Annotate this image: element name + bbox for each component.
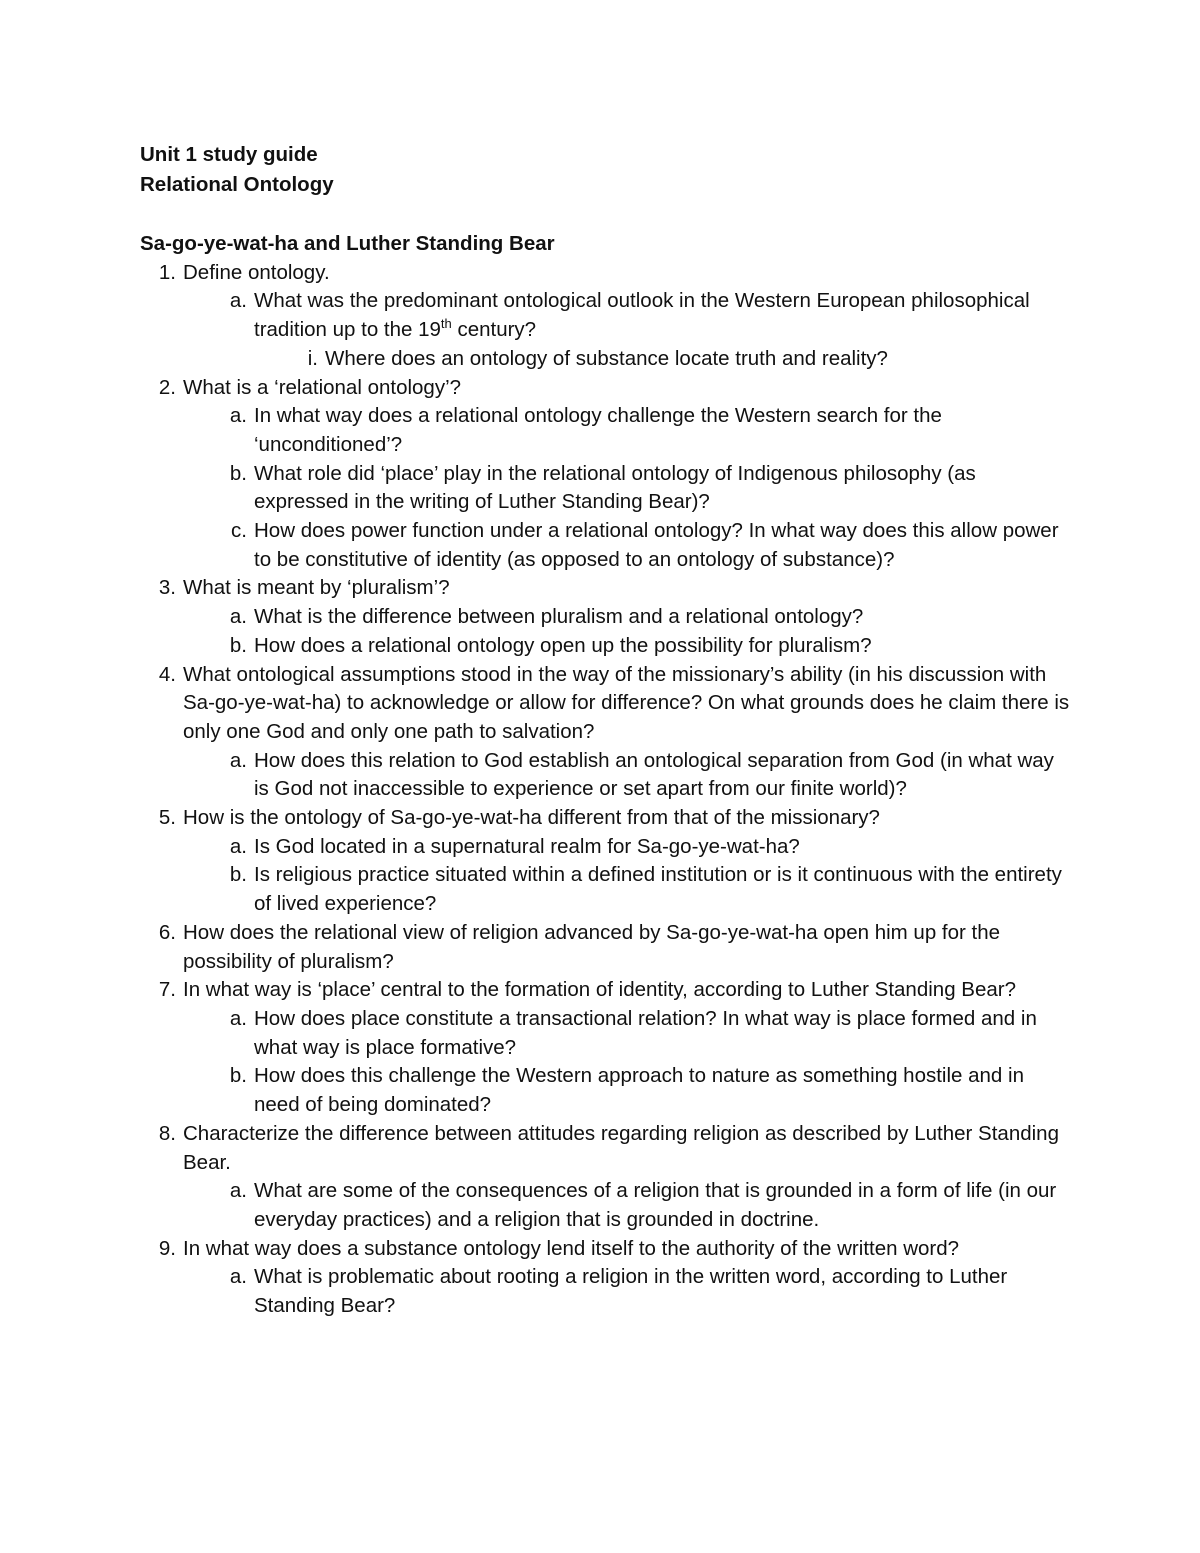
sub-question-item	[211, 603, 1070, 632]
sub-question-item	[211, 1005, 1070, 1062]
sub-question-item	[211, 833, 1070, 862]
question-number: 1.	[158, 260, 176, 284]
question-text: Characterize the difference between attitudes regarding religion as described by Luther Standing Bear.	[183, 1121, 1059, 1174]
sub-question-text: What is the difference between pluralism and a relational ontology?	[254, 605, 864, 629]
sub-question-text: How does a relational ontology open up the possibility for pluralism?	[254, 633, 872, 657]
question-number: 4.	[158, 662, 176, 686]
sub-question-text: In what way does a relational ontology challenge the Western search for the ‘unconditioned’?	[254, 404, 942, 456]
sub-question-text: What are some of the consequences of a religion that is grounded in a form of life (in our everyday practices) and a religion that is grounded in doctrine.	[254, 1179, 1057, 1231]
sub-question-letter: a.	[229, 748, 247, 772]
sub-question-item	[211, 1062, 1070, 1119]
sub-question-item	[211, 402, 1070, 459]
question-number: 9.	[158, 1236, 176, 1260]
sub-question-letter: a.	[229, 1006, 247, 1030]
sub-question-letter: a.	[229, 1179, 247, 1203]
question-item	[140, 1120, 1070, 1177]
question-number: 6.	[158, 920, 176, 944]
sub-question-item	[211, 460, 1070, 517]
question-item	[140, 1235, 1070, 1264]
question-text: In what way does a substance ontology lend itself to the authority of the written word?	[183, 1236, 960, 1260]
sub-question-letter: c.	[231, 519, 247, 543]
sub-question-text: What is problematic about rooting a religion in the written word, according to Luther Standing Bear?	[254, 1265, 1008, 1318]
document-subtitle: Relational Ontology	[140, 173, 334, 196]
sub-question-item	[211, 287, 1070, 344]
sub-question-text: What role did ‘place’ play in the relational ontology of Indigenous philosophy (as expressed in the writing of Luther Standing Bear)?	[254, 461, 976, 514]
sub-question-text-part: century?	[451, 318, 537, 342]
sub-question-text: How does this challenge the Western approach to nature as something hostile and in need of being dominated?	[254, 1064, 1024, 1117]
sub-question-text: Is God located in a supernatural realm for Sa-go-ye-wat-ha?	[254, 834, 800, 858]
question-number: 8.	[158, 1121, 176, 1145]
sub-question-text: How does power function under a relational ontology? In what way does this allow power to be constitutive of identity (as opposed to an ontology of substance)?	[254, 519, 1059, 571]
question-text: What is a ‘relational ontology’?	[183, 375, 462, 399]
question-list	[140, 259, 1070, 1321]
question-number: 2.	[158, 375, 176, 399]
section-heading: Sa-go-ye-wat-ha and Luther Standing Bear	[140, 232, 555, 255]
sub-question-letter: b.	[229, 633, 247, 657]
question-text: What is meant by ‘pluralism’?	[183, 576, 450, 600]
sub-question-letter: a.	[229, 404, 247, 428]
blank-line	[140, 200, 1070, 230]
sub-sub-question-numeral: i.	[307, 346, 318, 370]
sub-question-text: How does this relation to God establish an ontological separation from God (in what way is God not inaccessible to experience or set apart from our finite world)?	[254, 748, 1054, 801]
question-text: How is the ontology of Sa-go-ye-wat-ha different from that of the missionary?	[183, 806, 880, 830]
question-text: How does the relational view of religion advanced by Sa-go-ye-wat-ha open him up for the possibility of pluralism?	[183, 920, 1001, 973]
question-item	[140, 804, 1070, 833]
question-item	[140, 919, 1070, 976]
sub-sub-question-text: Where does an ontology of substance locate truth and reality?	[325, 346, 888, 370]
sub-question-letter: b.	[229, 1064, 247, 1088]
sub-question-item	[211, 1177, 1070, 1234]
sub-question-letter: a.	[229, 289, 247, 313]
sub-question-text-part: What was the predominant ontological outlook in the Western European philosophical tradition up to the 19	[254, 289, 1030, 342]
question-item	[140, 574, 1070, 603]
question-item	[140, 976, 1070, 1005]
sub-question-letter: b.	[229, 461, 247, 485]
document-title: Unit 1 study guide	[140, 143, 318, 166]
question-item	[140, 374, 1070, 403]
sub-question-text	[254, 287, 1070, 344]
sub-question-item	[211, 632, 1070, 661]
question-text: Define ontology.	[183, 260, 330, 284]
question-text: What ontological assumptions stood in the way of the missionary’s ability (in his discussion with Sa-go-ye-wat-ha) to acknowledge or allow for difference? On what grounds does he claim there is only one God and only one path to salvation?	[183, 662, 1070, 743]
question-item	[140, 259, 1070, 288]
sub-question-letter: a.	[229, 834, 247, 858]
superscript-ordinal: th	[440, 316, 452, 332]
sub-sub-question-item	[282, 345, 1070, 374]
sub-question-letter: a.	[229, 605, 247, 629]
sub-question-item	[211, 517, 1070, 574]
sub-question-item	[211, 747, 1070, 804]
sub-question-item	[211, 1263, 1070, 1320]
question-number: 3.	[158, 576, 176, 600]
sub-question-letter: b.	[229, 863, 247, 887]
question-number: 5.	[158, 806, 176, 830]
sub-question-letter: a.	[229, 1265, 247, 1289]
question-number: 7.	[158, 978, 176, 1002]
document-content	[140, 140, 1070, 1321]
sub-question-text: How does place constitute a transactional relation? In what way is place formed and in what way is place formative?	[254, 1006, 1037, 1059]
question-item	[140, 661, 1070, 747]
question-text: In what way is ‘place’ central to the formation of identity, according to Luther Standing Bear?	[183, 978, 1016, 1002]
sub-question-text: Is religious practice situated within a defined institution or is it continuous with the entirety of lived experience?	[254, 863, 1062, 916]
sub-question-item	[211, 861, 1070, 918]
